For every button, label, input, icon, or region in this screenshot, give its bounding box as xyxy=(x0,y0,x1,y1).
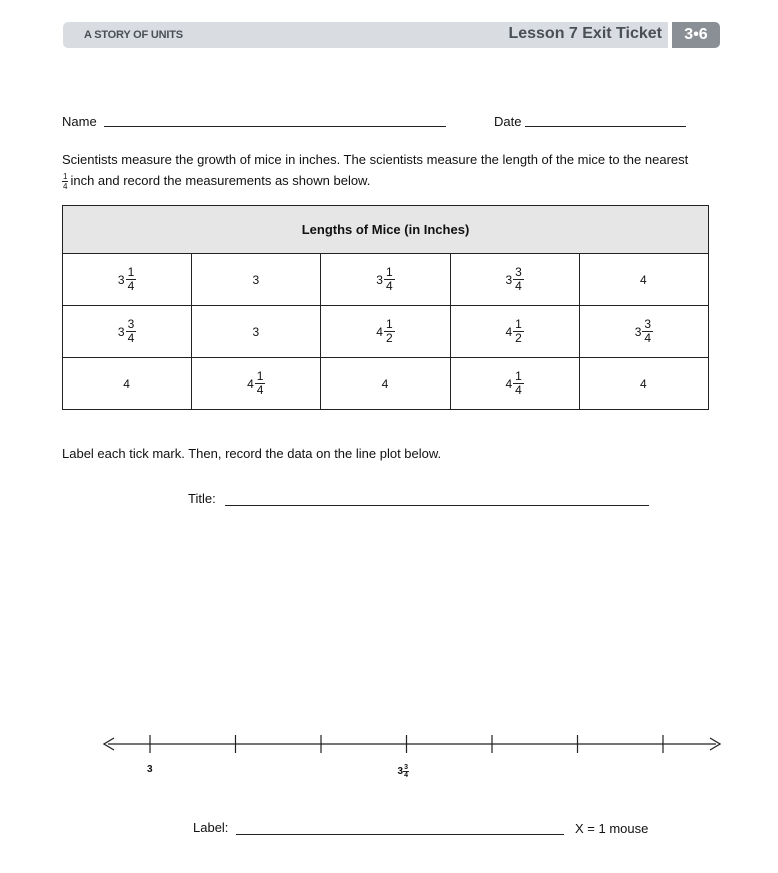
number-line xyxy=(0,720,778,770)
table-cell xyxy=(63,306,192,358)
instructions: Label each tick mark. Then, record the data on the line plot below. xyxy=(62,446,442,461)
whole-part: 3 xyxy=(117,272,125,287)
fraction-part xyxy=(384,266,395,293)
plot-title-field[interactable] xyxy=(225,505,649,506)
whole-part: 4 xyxy=(123,376,130,391)
tick-label xyxy=(147,764,153,775)
fraction-part xyxy=(126,266,137,293)
mixed-number xyxy=(505,370,523,397)
whole-part: 4 xyxy=(247,376,254,391)
plot-title-label: Title: xyxy=(188,491,216,506)
fraction-numerator: 1 xyxy=(63,172,68,182)
fraction-part xyxy=(255,370,266,397)
name-label: Name xyxy=(62,114,97,129)
fraction-numerator: 1 xyxy=(515,317,522,331)
mixed-number xyxy=(252,273,260,287)
table-row xyxy=(63,358,709,410)
date-label: Date xyxy=(494,114,522,129)
table-cell xyxy=(579,358,708,410)
fraction-part xyxy=(513,266,524,293)
fraction-numerator: 1 xyxy=(515,369,522,383)
plot-key: X = 1 mouse xyxy=(575,821,649,836)
fraction-numerator: 3 xyxy=(404,764,408,771)
mixed-number xyxy=(376,266,394,293)
table-cell xyxy=(63,358,192,410)
fraction-numerator: 1 xyxy=(385,317,393,331)
fraction-denominator: 4 xyxy=(385,279,393,293)
fraction-denominator: 4 xyxy=(644,331,652,345)
plot-label-field[interactable] xyxy=(236,834,564,835)
fraction-part xyxy=(642,318,653,345)
tick-label-whole: 3 xyxy=(147,764,153,775)
intro-text-1: Scientists measure the growth of mice in inches. The scientists measure the length of the mice to the nearest xyxy=(62,152,689,167)
fraction-numerator: 1 xyxy=(385,265,393,279)
mixed-number xyxy=(505,318,523,345)
tick-label-fraction xyxy=(403,764,409,779)
whole-part: 3 xyxy=(252,324,260,339)
whole-part: 4 xyxy=(505,324,513,339)
mixed-number xyxy=(376,318,394,345)
table-cell xyxy=(63,254,192,306)
intro-text-2: inch and record the measurements as shown below. xyxy=(70,173,371,188)
fraction-denominator: 4 xyxy=(127,279,135,293)
fraction-denominator: 2 xyxy=(515,331,522,345)
fraction-numerator: 1 xyxy=(127,265,135,279)
fraction-denominator: 2 xyxy=(385,331,393,345)
table-cell xyxy=(321,306,450,358)
lesson-title: Lesson 7 Exit Ticket xyxy=(508,25,662,42)
fraction-numerator: 3 xyxy=(644,317,652,331)
mixed-number xyxy=(118,318,136,345)
plot-label-label: Label: xyxy=(193,820,229,835)
fraction-numerator: 1 xyxy=(256,369,264,383)
table-cell xyxy=(579,306,708,358)
tick-label-whole: 3 xyxy=(397,766,404,778)
fraction-part xyxy=(126,318,137,345)
series-title: A STORY OF UNITS xyxy=(84,29,183,41)
whole-part: 3 xyxy=(117,324,125,339)
fraction-part xyxy=(513,318,524,345)
mixed-number xyxy=(123,377,131,391)
whole-part: 4 xyxy=(381,376,389,391)
table-cell xyxy=(450,358,579,410)
mixed-number xyxy=(635,318,653,345)
fraction-denominator: 4 xyxy=(256,383,264,397)
table-title: Lengths of Mice (in Inches) xyxy=(63,206,709,254)
table-cell xyxy=(579,254,708,306)
tick-label xyxy=(398,764,409,779)
table-row xyxy=(63,306,709,358)
whole-part: 4 xyxy=(505,376,513,391)
whole-part: 4 xyxy=(640,376,647,391)
header-banner xyxy=(63,22,668,48)
whole-part: 3 xyxy=(634,324,642,339)
mixed-number xyxy=(252,325,260,339)
intro-paragraph xyxy=(62,149,732,191)
table-cell xyxy=(321,358,450,410)
fraction-numerator: 3 xyxy=(127,317,135,331)
fraction-denominator: 4 xyxy=(404,772,408,779)
table-cell xyxy=(192,254,321,306)
whole-part: 4 xyxy=(640,272,647,287)
table-cell xyxy=(321,254,450,306)
mixed-number xyxy=(505,266,523,293)
table-cell xyxy=(450,254,579,306)
quarter-fraction xyxy=(62,172,68,191)
whole-part: 3 xyxy=(252,272,260,287)
mixed-number xyxy=(640,273,648,287)
mixed-number xyxy=(382,377,390,391)
fraction-denominator: 4 xyxy=(127,331,135,345)
module-badge: 3•6 xyxy=(672,22,720,48)
table-row xyxy=(63,254,709,306)
mixed-number xyxy=(118,266,136,293)
fraction-denominator: 4 xyxy=(515,383,522,397)
whole-part: 3 xyxy=(376,272,383,287)
table-cell xyxy=(192,358,321,410)
mice-lengths-table xyxy=(62,205,709,410)
table-cell xyxy=(450,306,579,358)
fraction-denominator: 4 xyxy=(515,279,522,293)
whole-part: 3 xyxy=(505,272,513,287)
table-cell xyxy=(192,306,321,358)
fraction-part xyxy=(384,318,395,345)
mixed-number xyxy=(640,377,648,391)
fraction-numerator: 3 xyxy=(515,265,522,279)
date-field[interactable] xyxy=(525,126,686,127)
mixed-number xyxy=(247,370,265,397)
name-field[interactable] xyxy=(104,126,446,127)
fraction-part xyxy=(513,370,524,397)
fraction-denominator: 4 xyxy=(63,182,68,192)
whole-part: 4 xyxy=(376,324,383,339)
